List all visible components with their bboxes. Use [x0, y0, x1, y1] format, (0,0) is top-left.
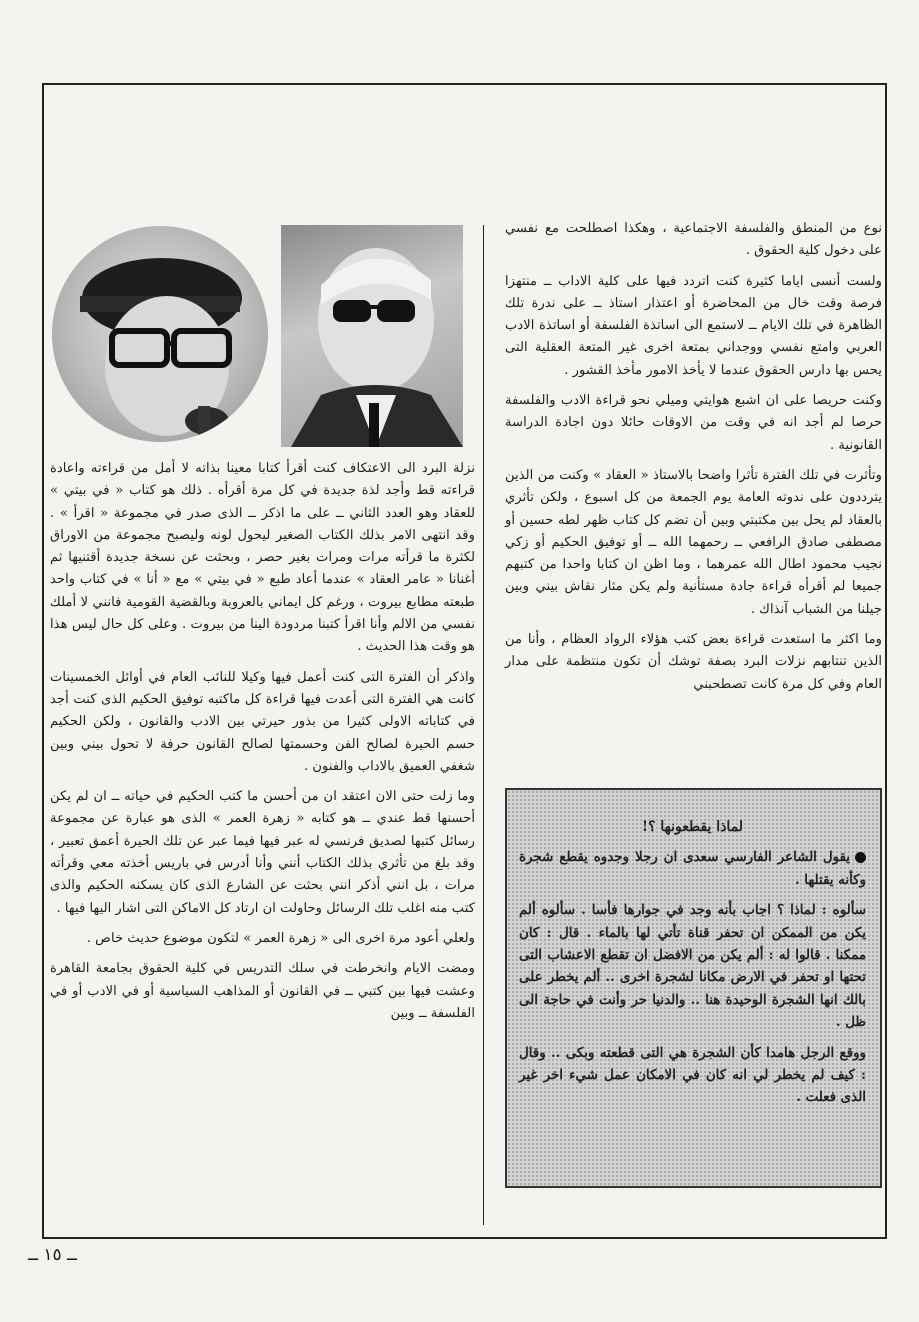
portrait-photo-beret [52, 226, 268, 442]
bullet-icon [855, 852, 866, 863]
top-rule [42, 83, 887, 85]
right-paragraph-5: وما اكثر ما استعدت قراءة بعض كتب هؤلاء الرواد العظام ، وأنا من الذين تنتابهم نزلات البرد بصفة توشك أن تكون منتظمة على مدار العام وفي كل مرة كانت تصطحبني [505, 632, 882, 692]
sidebar-paragraph-3: ووقع الرجل هامدا كأن الشجرة هي التى قطعته وبكى .. وقال : كيف لم يخطر لي انه كان في الامكان عمل شيء اخر غير الذى فعلت . [519, 1044, 866, 1106]
right-paragraph-1: نوع من المنطق والفلسفة الاجتماعية ، وهكذا اصطلحت مع نفسي على دخول كلية الحقوق . [505, 221, 882, 259]
right-paragraph-3: وكنت حريصا على ان اشبع هوايتي وميلي نحو قراءة الادب والفلسفة حرصا لم أجد انه في وقت من الاوقات حائلا دون اجادة الدراسة القانونية . [505, 393, 882, 453]
left-paragraph-5: ومضت الايام وانخرطت في سلك التدريس في كلية الحقوق بجامعة القاهرة وعشت فيها بين كتبي ــ في القانون أو المذاهب السياسية أو في الادب أو في الفلسفة ــ وبين [50, 961, 475, 1021]
right-paragraph-4: وتأثرت في تلك الفترة تأثرا واضحا بالاستاذ « العقاد » وكنت من الذين يترددون على ندوته العامة يوم الجمعة من كل اسبوع ، ولكن تأثري بالعقاد لم يحل بين مكتبتي وبين أن تضم كل كتاب ظهر لطه حسين أو مصطفى صادق الرافعي ــ رحمهما الله ــ أو توفيق الحكيم أو زكي نجيب محمود اطال الله عمرهما ، وما اظن ان كتابا واحدا من كتبهم جميعا لم أقرأه قراءة جادة مستأنية ولم يكن مثار نقاش بيني وبين جيلنا من الشباب آنذاك . [505, 467, 882, 617]
page-number: ــ ١٥ ــ [28, 1245, 78, 1265]
portrait-photo-sunglasses [281, 225, 463, 447]
left-rule [42, 83, 44, 1238]
sidebar-paragraph-1-text: يقول الشاعر الفارسي سعدى ان رجلا وجدوه يقطع شجرة وكأنه يقتلها . [519, 849, 866, 888]
right-paragraph-2: ولست أنسى اياما كثيرة كنت اتردد فيها على كلية الاداب ــ منتهزا فرصة وقت خال من المحاضرة أو اعتذار استاذ ــ على ندرة تلك الظاهرة في تلك الايام ــ لاستمع الى اساتذة الفلسفة أو اساتذة الادب العربي وامتع نفسي ووجداني بمتعة اخرى غير المتعة العقلية التى يحس بها دارس الحقوق عندما لا يأخذ الامور مأخذ القشور . [505, 273, 882, 378]
sidebar-box [505, 788, 882, 1188]
left-paragraph-2: واذكر أن الفترة التى كنت أعمل فيها وكيلا للنائب العام في أوائل الخمسينات كانت هي الفترة التى أعدت فيها قراءة كل ماكتبه توفيق الحكيم الذى كنت أجد في كتاباته الاولى كثيرا من بذور حيرتي بين الادب والقانون ، ولكن الحكيم حسم الحيرة لصالح الفن وحسمتها لصالح القانون حرفة لا تحول بيني وبين شغفي العميق بالاداب والفنون . [50, 669, 475, 774]
left-text-column [50, 458, 475, 1208]
right-text-column [505, 218, 882, 778]
sidebar-title: لماذا يقطعونها ؟! [641, 819, 744, 835]
left-paragraph-3: وما زلت حتى الان اعتقد ان من أحسن ما كتب الحكيم في حياته ــ ان لم يكن أحسنها قط عندي ــ هو كتابه « زهرة العمر » الذى هو عبارة عن مجموعة رسائل كتبها لصديق فرنسي له عبر فيها فيما عبر عن تلك الحيرة أعمق تعبير ، وقد بلغ من تأثري بذلك الكتاب أنني وأنا أدرس في باريس أخذته معي وقرأته مرات ، بل انني أذكر انني بحثت عن الشارع الذى كان يسكنه الحكيم والذى كتب منه اغلب تلك الرسائل وحاولت ان ارتاد كل الاماكن التى اشار اليها فيها . [50, 789, 475, 916]
bottom-rule [42, 1237, 887, 1239]
sidebar-paragraph-2: سألوه : لماذا ؟ اجاب بأنه وجد في جوارها فأسا . سألوه ألم يكن من الممكن ان تحفر قناة تأتي لها بالماء . قال : كان ممكنا . قالوا له : ألم يكن من الافضل ان تقطع الاعشاب التى تحتها او تحفر في الارض مكانا لشجرة اخرى .. ألم يخطر على بالك انها الشجرة الوحيدة هنا .. والدنيا حر وأنت في حاجة الى ظل . [519, 902, 866, 1031]
left-paragraph-4: ولعلي أعود مرة اخرى الى « زهرة العمر » لتكون موضوع حديث خاص . [86, 930, 475, 946]
column-divider [483, 225, 484, 1225]
left-paragraph-1: نزلة البرد الى الاعتكاف كنت أقرأ كتابا معينا بذاته لا أمل من قراءته واعادة قراءته قط وأجد لذة جديدة في كل مرة أقرأه . ذلك هو كتاب « في بيتي » للعقاد وهو العدد الثاني ــ على ما اذكر ــ الذى صدر في مجموعة « اقرأ » . وقد انتهى الامر بذلك الكتاب الصغير ليحول لونه وليصبح مجموعة من الاوراق لكثرة ما قرأته مرات ومرات بغير حصر ، وبحثت عن نسخة جديدة أقتنيها ثم أغنانا « عامر العقاد » عندما أعاد طبع « في بيتي » مع « أنا » في كتاب واحد طبعته مطابع بيروت ، ورغم كل ايماني بالعروبة وبالقضية القومية فانني لا أملك نفسي من الالم وأنا اقرأ كتبنا مردودة الينا من بيروت . وعلى كل حال ليس هذا هو وقت هذا الحديث . [50, 461, 475, 655]
sidebar-paragraph-1 [519, 846, 866, 891]
right-rule [885, 83, 887, 1238]
